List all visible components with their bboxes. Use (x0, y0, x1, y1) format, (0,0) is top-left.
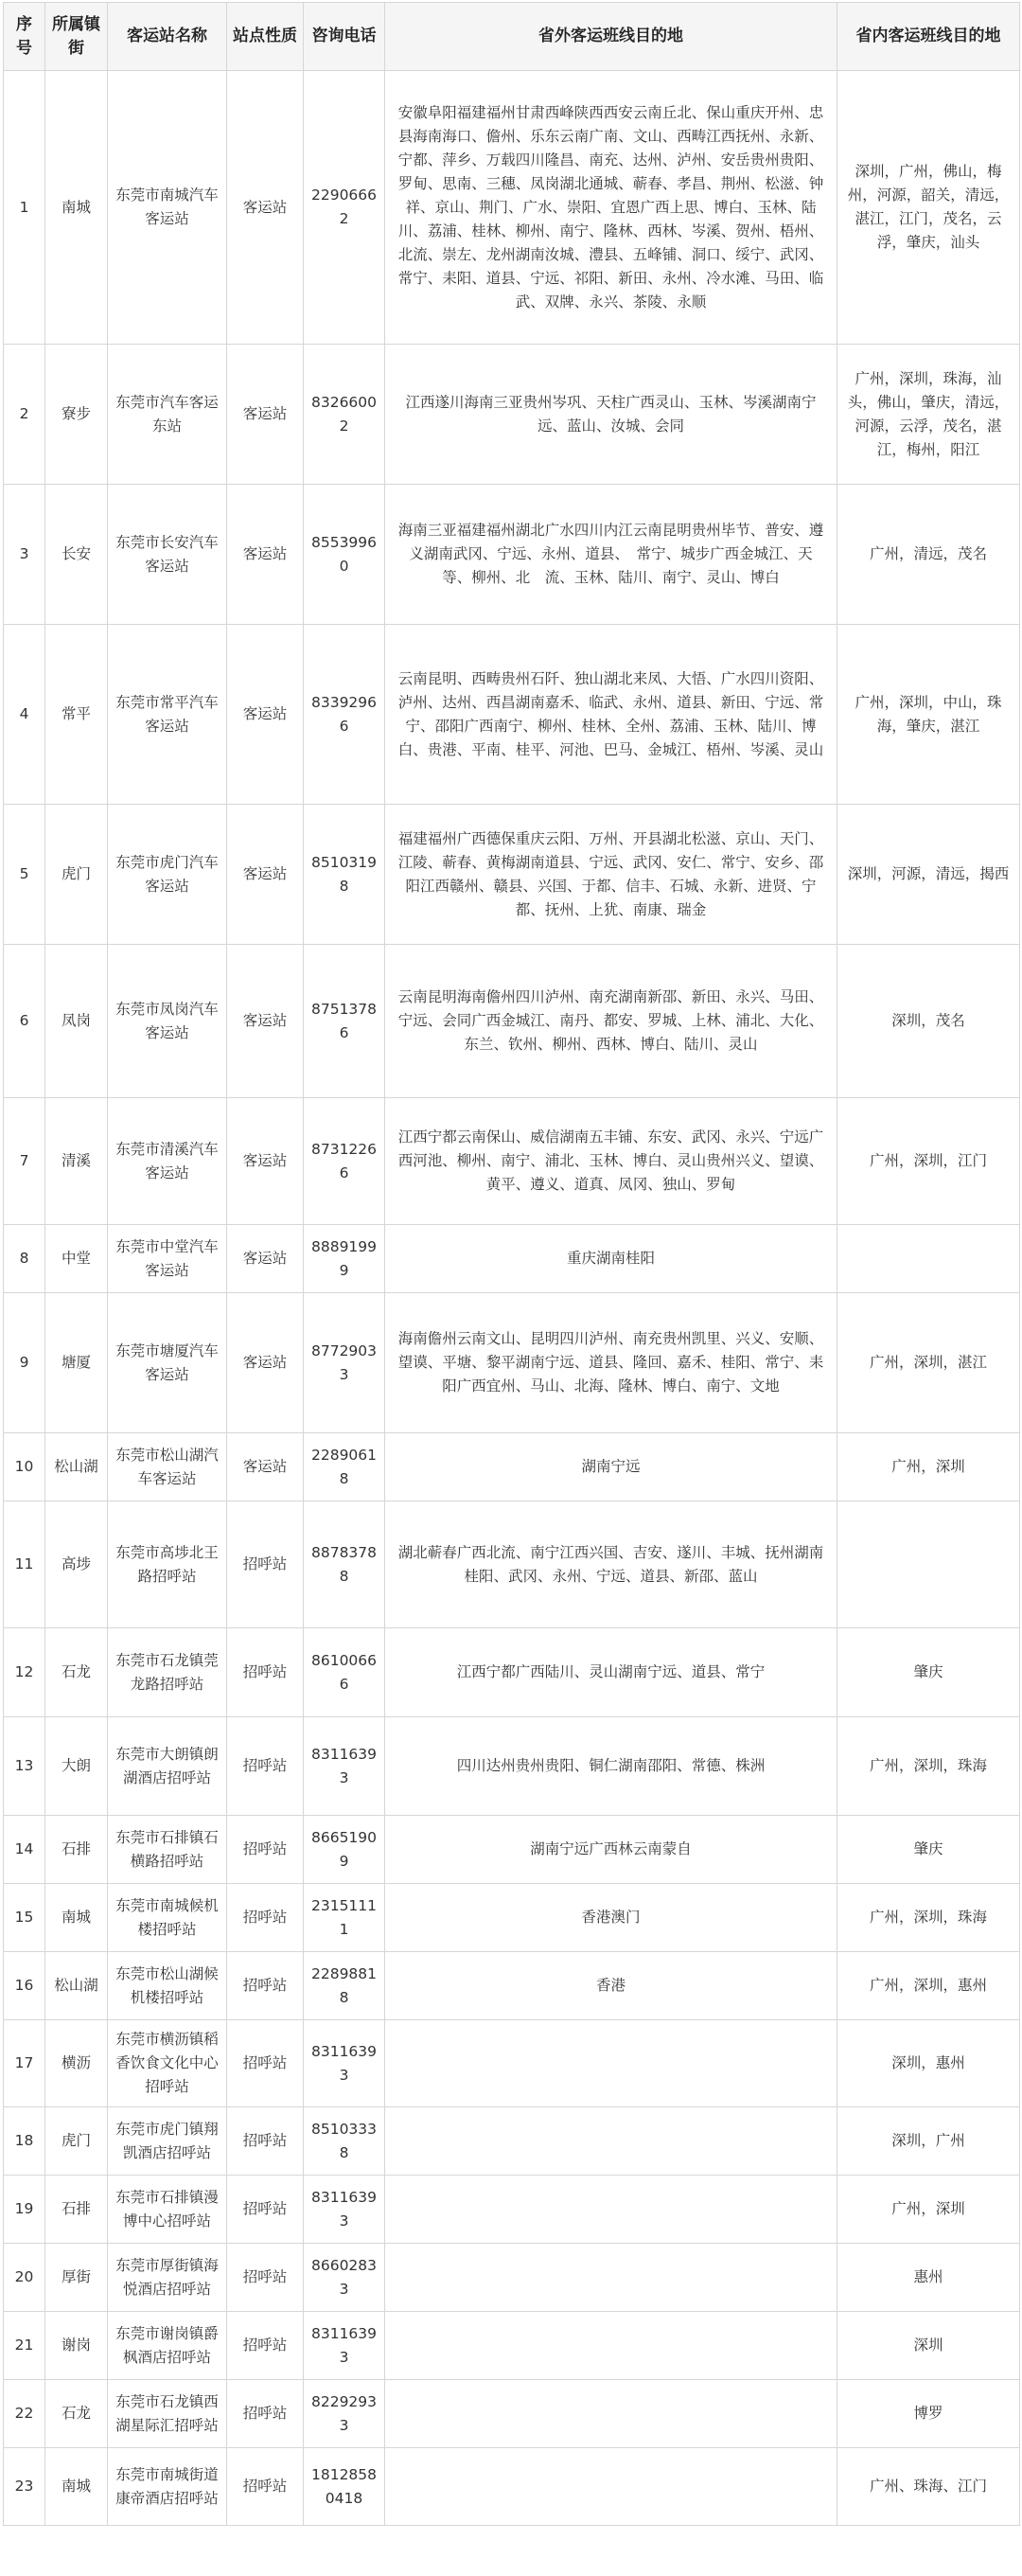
row-phone: 86100666 (304, 1628, 385, 1717)
row-phone: 83116393 (304, 2312, 385, 2380)
row-outside-destinations (385, 2107, 837, 2176)
row-town: 寮步 (45, 345, 108, 485)
row-phone: 87513786 (304, 945, 385, 1098)
row-number: 1 (4, 71, 45, 345)
table-row (4, 1816, 1020, 1884)
row-station-type: 招呼站 (227, 2312, 304, 2380)
row-station-name: 东莞市高埗北王路招呼站 (108, 1501, 227, 1628)
row-outside-destinations (385, 2448, 837, 2526)
row-station-type: 客运站 (227, 485, 304, 625)
row-inside-destinations: 广州，深圳，珠海，汕头，佛山，肇庆，清远，河源，云浮，茂名，湛江，梅州，阳江 (837, 345, 1020, 485)
row-station-name: 东莞市虎门汽车客运站 (108, 805, 227, 945)
row-town: 凤岗 (45, 945, 108, 1098)
row-number: 10 (4, 1433, 45, 1501)
row-phone: 83116393 (304, 1717, 385, 1816)
table-row (4, 2380, 1020, 2448)
row-inside-destinations: 深圳，惠州 (837, 2020, 1020, 2107)
row-station-name: 东莞市松山湖汽车客运站 (108, 1433, 227, 1501)
header-row (4, 3, 1020, 71)
row-number: 3 (4, 485, 45, 625)
row-phone: 18128580418 (304, 2448, 385, 2526)
row-number: 19 (4, 2176, 45, 2244)
row-outside-destinations: 海南儋州云南文山、昆明四川泸州、南充贵州凯里、兴义、安顺、望谟、平塘、黎平湖南宁远、道县、隆回、嘉禾、桂阳、常宁、耒阳广西宜州、马山、北海、隆林、博白、南宁、文地 (385, 1293, 837, 1433)
row-station-type: 客运站 (227, 1293, 304, 1433)
table-row (4, 625, 1020, 805)
row-station-type: 客运站 (227, 805, 304, 945)
row-phone: 83116393 (304, 2176, 385, 2244)
table-row (4, 2107, 1020, 2176)
table-row (4, 1717, 1020, 1816)
row-outside-destinations: 湖南宁远广西林云南蒙自 (385, 1816, 837, 1884)
row-station-name: 东莞市松山湖候机楼招呼站 (108, 1952, 227, 2020)
row-outside-destinations: 江西宁都云南保山、威信湖南五丰铺、东安、武冈、永兴、宁远广西河池、柳州、南宁、浦北、玉林、博白、灵山贵州兴义、望谟、黄平、遵义、道真、凤冈、独山、罗甸 (385, 1098, 837, 1225)
row-station-type: 客运站 (227, 71, 304, 345)
row-town: 松山湖 (45, 1433, 108, 1501)
row-outside-destinations (385, 2380, 837, 2448)
table-row (4, 1225, 1020, 1293)
row-outside-destinations (385, 2176, 837, 2244)
row-outside-destinations (385, 2244, 837, 2312)
row-station-type: 招呼站 (227, 1952, 304, 2020)
table-row (4, 805, 1020, 945)
row-outside-destinations (385, 2312, 837, 2380)
row-inside-destinations: 肇庆 (837, 1628, 1020, 1717)
row-phone: 85103198 (304, 805, 385, 945)
row-phone: 86651909 (304, 1816, 385, 1884)
row-outside-destinations (385, 2020, 837, 2107)
row-station-name: 东莞市石龙镇莞龙路招呼站 (108, 1628, 227, 1717)
row-station-name: 东莞市石排镇漫博中心招呼站 (108, 2176, 227, 2244)
row-town: 南城 (45, 2448, 108, 2526)
table-row (4, 2448, 1020, 2526)
row-phone: 82292933 (304, 2380, 385, 2448)
row-outside-destinations: 重庆湖南桂阳 (385, 1225, 837, 1293)
row-town: 大朗 (45, 1717, 108, 1816)
row-number: 23 (4, 2448, 45, 2526)
row-station-type: 招呼站 (227, 2020, 304, 2107)
table-row (4, 71, 1020, 345)
row-phone: 83266002 (304, 345, 385, 485)
row-number: 13 (4, 1717, 45, 1816)
row-number: 18 (4, 2107, 45, 2176)
table-row (4, 485, 1020, 625)
row-phone: 88891999 (304, 1225, 385, 1293)
row-station-type: 招呼站 (227, 2380, 304, 2448)
row-town: 中堂 (45, 1225, 108, 1293)
row-town: 清溪 (45, 1098, 108, 1225)
row-town: 石排 (45, 2176, 108, 2244)
row-station-type: 招呼站 (227, 1501, 304, 1628)
header-inside-destinations: 省内客运班线目的地 (837, 3, 1020, 71)
row-station-name: 东莞市厚街镇海悦酒店招呼站 (108, 2244, 227, 2312)
row-inside-destinations: 广州，深圳，湛江 (837, 1293, 1020, 1433)
table-body (4, 71, 1020, 2526)
row-number: 5 (4, 805, 45, 945)
row-outside-destinations: 福建福州广西德保重庆云阳、万州、开县湖北松滋、京山、天门、江陵、蕲春、黄梅湖南道县、宁远、武冈、安仁、常宁、安乡、邵阳江西赣州、赣县、兴国、于都、信丰、石城、永新、进贤、宁都、抚州、上犹、南康、瑞金 (385, 805, 837, 945)
table-row (4, 2244, 1020, 2312)
row-phone: 85539960 (304, 485, 385, 625)
row-number: 22 (4, 2380, 45, 2448)
row-town: 长安 (45, 485, 108, 625)
row-station-name: 东莞市凤岗汽车客运站 (108, 945, 227, 1098)
row-outside-destinations: 云南昆明海南儋州四川泸州、南充湖南新邵、新田、永兴、马田、宁远、会同广西金城江、南丹、都安、罗城、上林、浦北、大化、东兰、钦州、柳州、西林、博白、陆川、灵山 (385, 945, 837, 1098)
table-header (4, 3, 1020, 71)
row-station-name: 东莞市南城汽车客运站 (108, 71, 227, 345)
row-number: 20 (4, 2244, 45, 2312)
row-station-name: 东莞市常平汽车客运站 (108, 625, 227, 805)
row-phone: 83392966 (304, 625, 385, 805)
row-number: 4 (4, 625, 45, 805)
row-number: 11 (4, 1501, 45, 1628)
row-inside-destinations: 深圳 (837, 2312, 1020, 2380)
row-town: 塘厦 (45, 1293, 108, 1433)
row-inside-destinations: 惠州 (837, 2244, 1020, 2312)
row-phone: 22898818 (304, 1952, 385, 2020)
row-inside-destinations: 广州，深圳，中山，珠海，肇庆，湛江 (837, 625, 1020, 805)
table-row (4, 1628, 1020, 1717)
row-station-type: 客运站 (227, 1098, 304, 1225)
row-station-name: 东莞市横沥镇稻香饮食文化中心招呼站 (108, 2020, 227, 2107)
row-inside-destinations: 广州，深圳 (837, 2176, 1020, 2244)
row-station-name: 东莞市南城街道康帝酒店招呼站 (108, 2448, 227, 2526)
table-row (4, 2176, 1020, 2244)
row-station-type: 客运站 (227, 345, 304, 485)
row-town: 石排 (45, 1816, 108, 1884)
row-inside-destinations: 广州，深圳，珠海 (837, 1717, 1020, 1816)
row-number: 2 (4, 345, 45, 485)
row-station-name: 东莞市汽车客运东站 (108, 345, 227, 485)
row-phone: 23151111 (304, 1884, 385, 1952)
row-town: 虎门 (45, 805, 108, 945)
row-town: 常平 (45, 625, 108, 805)
table-row (4, 945, 1020, 1098)
header-outside-destinations: 省外客运班线目的地 (385, 3, 837, 71)
row-station-type: 招呼站 (227, 1816, 304, 1884)
row-inside-destinations: 深圳，广州，佛山，梅州，河源，韶关，清远，湛江，江门，茂名，云浮，肇庆，汕头 (837, 71, 1020, 345)
row-station-name: 东莞市石龙镇西湖星际汇招呼站 (108, 2380, 227, 2448)
row-phone: 88783788 (304, 1501, 385, 1628)
row-town: 高埗 (45, 1501, 108, 1628)
row-number: 21 (4, 2312, 45, 2380)
row-inside-destinations: 广州，深圳，惠州 (837, 1952, 1020, 2020)
row-station-type: 招呼站 (227, 2176, 304, 2244)
row-number: 16 (4, 1952, 45, 2020)
table-row (4, 1952, 1020, 2020)
row-inside-destinations: 深圳，河源，清远，揭西 (837, 805, 1020, 945)
row-outside-destinations: 湖南宁远 (385, 1433, 837, 1501)
table-row (4, 1293, 1020, 1433)
row-station-type: 招呼站 (227, 1717, 304, 1816)
table-row (4, 1098, 1020, 1225)
row-town: 石龙 (45, 1628, 108, 1717)
row-station-type: 客运站 (227, 625, 304, 805)
row-station-name: 东莞市塘厦汽车客运站 (108, 1293, 227, 1433)
row-town: 虎门 (45, 2107, 108, 2176)
row-station-type: 招呼站 (227, 1884, 304, 1952)
row-outside-destinations: 香港澳门 (385, 1884, 837, 1952)
row-phone: 87312266 (304, 1098, 385, 1225)
table-row (4, 1433, 1020, 1501)
row-phone: 22906662 (304, 71, 385, 345)
row-town: 厚街 (45, 2244, 108, 2312)
table-row (4, 345, 1020, 485)
row-inside-destinations: 广州、珠海、江门 (837, 2448, 1020, 2526)
row-inside-destinations: 深圳，广州 (837, 2107, 1020, 2176)
row-number: 8 (4, 1225, 45, 1293)
row-number: 9 (4, 1293, 45, 1433)
row-outside-destinations: 安徽阜阳福建福州甘肃西峰陕西西安云南丘北、保山重庆开州、忠县海南海口、儋州、乐东云南广南、文山、西畴江西抚州、永新、宁都、萍乡、万载四川隆昌、南充、达州、泸州、安岳贵州贵阳、罗甸、思南、三穗、凤岗湖北通城、蕲春、孝昌、荆州、松滋、钟祥、京山、荆门、广水、崇阳、宜恩广西上思、博白、玉林、陆川、荔浦、桂林、柳州、南宁、隆林、西林、岑溪、贺州、梧州、北流、崇左、龙州湖南汝城、澧县、五峰铺、洞口、绥宁、武冈、常宁、耒阳、道县、宁远、祁阳、新田、永州、冷水滩、马田、临武、双牌、永兴、茶陵、永顺 (385, 71, 837, 345)
row-station-name: 东莞市大朗镇朗湖酒店招呼站 (108, 1717, 227, 1816)
row-number: 12 (4, 1628, 45, 1717)
row-station-name: 东莞市谢岗镇爵枫酒店招呼站 (108, 2312, 227, 2380)
row-inside-destinations: 深圳，茂名 (837, 945, 1020, 1098)
row-outside-destinations: 云南昆明、西畴贵州石阡、独山湖北来凤、大悟、广水四川资阳、泸州、达州、西昌湖南嘉禾、临武、永州、道县、新田、宁远、常宁、邵阳广西南宁、柳州、桂林、全州、荔浦、玉林、陆川、博白、贵港、平南、桂平、河池、巴马、金城江、梧州、岑溪、灵山 (385, 625, 837, 805)
row-number: 6 (4, 945, 45, 1098)
row-town: 南城 (45, 1884, 108, 1952)
row-station-type: 招呼站 (227, 1628, 304, 1717)
row-outside-destinations: 香港 (385, 1952, 837, 2020)
row-number: 17 (4, 2020, 45, 2107)
row-station-type: 客运站 (227, 945, 304, 1098)
row-inside-destinations: 广州，深圳，江门 (837, 1098, 1020, 1225)
row-phone: 87729033 (304, 1293, 385, 1433)
row-outside-destinations: 四川达州贵州贵阳、铜仁湖南邵阳、常德、株洲 (385, 1717, 837, 1816)
row-inside-destinations: 博罗 (837, 2380, 1020, 2448)
row-station-type: 招呼站 (227, 2244, 304, 2312)
row-inside-destinations (837, 1225, 1020, 1293)
row-station-name: 东莞市南城候机楼招呼站 (108, 1884, 227, 1952)
header-station-type: 站点性质 (227, 3, 304, 71)
row-outside-destinations: 湖北蕲春广西北流、南宁江西兴国、吉安、遂川、丰城、抚州湖南桂阳、武冈、永州、宁远、道县、新邵、蓝山 (385, 1501, 837, 1628)
row-station-type: 招呼站 (227, 2107, 304, 2176)
row-station-name: 东莞市长安汽车客运站 (108, 485, 227, 625)
row-station-type: 客运站 (227, 1433, 304, 1501)
row-inside-destinations (837, 1501, 1020, 1628)
header-town: 所属镇街 (45, 3, 108, 71)
header-phone: 咨询电话 (304, 3, 385, 71)
row-phone: 86602833 (304, 2244, 385, 2312)
row-town: 松山湖 (45, 1952, 108, 2020)
row-town: 谢岗 (45, 2312, 108, 2380)
row-inside-destinations: 广州，清远，茂名 (837, 485, 1020, 625)
header-no: 序号 (4, 3, 45, 71)
table-row (4, 1501, 1020, 1628)
table-row (4, 2312, 1020, 2380)
row-inside-destinations: 广州，深圳 (837, 1433, 1020, 1501)
row-inside-destinations: 肇庆 (837, 1816, 1020, 1884)
row-number: 14 (4, 1816, 45, 1884)
row-outside-destinations: 江西宁都广西陆川、灵山湖南宁远、道县、常宁 (385, 1628, 837, 1717)
row-number: 15 (4, 1884, 45, 1952)
row-station-name: 东莞市虎门镇翔凯酒店招呼站 (108, 2107, 227, 2176)
row-town: 横沥 (45, 2020, 108, 2107)
row-station-name: 东莞市清溪汽车客运站 (108, 1098, 227, 1225)
header-station-name: 客运站名称 (108, 3, 227, 71)
row-number: 7 (4, 1098, 45, 1225)
bus-station-table (3, 2, 1020, 2526)
row-station-type: 招呼站 (227, 2448, 304, 2526)
row-inside-destinations: 广州，深圳，珠海 (837, 1884, 1020, 1952)
row-phone: 83116393 (304, 2020, 385, 2107)
row-outside-destinations: 海南三亚福建福州湖北广水四川内江云南昆明贵州毕节、普安、遵义湖南武冈、宁远、永州、道县、 常宁、城步广西金城江、天等、柳州、北 流、玉林、陆川、南宁、灵山、博白 (385, 485, 837, 625)
table-row (4, 2020, 1020, 2107)
row-station-name: 东莞市中堂汽车客运站 (108, 1225, 227, 1293)
table-row (4, 1884, 1020, 1952)
row-phone: 22890618 (304, 1433, 385, 1501)
row-outside-destinations: 江西遂川海南三亚贵州岑巩、天柱广西灵山、玉林、岑溪湖南宁远、蓝山、汝城、会同 (385, 345, 837, 485)
row-town: 石龙 (45, 2380, 108, 2448)
row-town: 南城 (45, 71, 108, 345)
row-station-type: 客运站 (227, 1225, 304, 1293)
row-station-name: 东莞市石排镇石横路招呼站 (108, 1816, 227, 1884)
row-phone: 85103338 (304, 2107, 385, 2176)
